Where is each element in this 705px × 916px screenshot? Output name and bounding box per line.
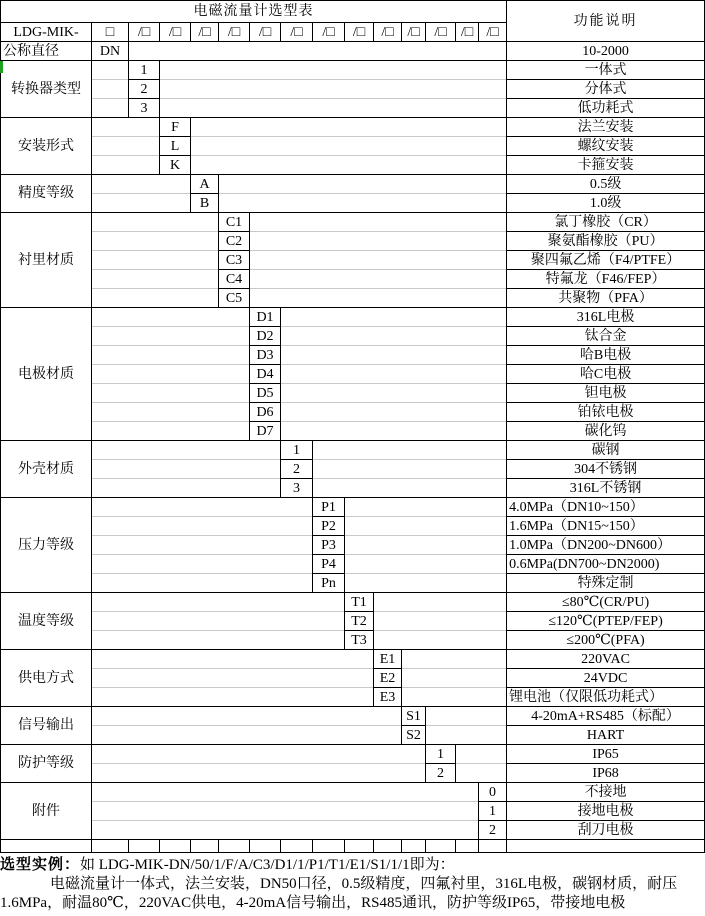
option-desc: 哈B电极 xyxy=(507,346,705,365)
option-desc: 哈C电极 xyxy=(507,365,705,384)
spacer-cell xyxy=(507,840,705,853)
option-desc: 碳钢 xyxy=(507,441,705,460)
option-code: P4 xyxy=(313,555,345,574)
empty-gap xyxy=(281,308,507,441)
section-name: 信号输出 xyxy=(1,707,92,745)
section-name: 附件 xyxy=(1,783,92,840)
table-title: 电磁流量计选型表 xyxy=(1,1,507,23)
option-code: S1 xyxy=(402,707,426,726)
option-desc: 卡箍安装 xyxy=(507,156,705,175)
option-desc: 0.5级 xyxy=(507,175,705,194)
section-name: 压力等级 xyxy=(1,498,92,593)
option-code: D1 xyxy=(250,308,281,327)
section-name-diameter: 公称直径 xyxy=(1,42,92,61)
option-desc: 刮刀电极 xyxy=(507,821,705,840)
option-desc: 0.6MPa(DN700~DN2000) xyxy=(507,555,705,574)
slash-code-box: /□ xyxy=(160,23,191,42)
empty-gap xyxy=(374,593,507,650)
option-code: D3 xyxy=(250,346,281,365)
slash-code-box: /□ xyxy=(281,23,313,42)
empty-gap xyxy=(92,61,129,118)
example-line-2: 电磁流量计一体式，法兰安装，DN50口径，0.5级精度，四氟衬里，316L电极，碳钢材质，耐压 xyxy=(50,876,678,892)
option-code: C1 xyxy=(219,213,250,232)
spacer-cell xyxy=(313,840,345,853)
option-code: C5 xyxy=(219,289,250,308)
spacer-cell xyxy=(345,840,374,853)
spacer-cell xyxy=(456,840,479,853)
option-code: D2 xyxy=(250,327,281,346)
section-name: 外壳材质 xyxy=(1,441,92,498)
code-box: □ xyxy=(92,23,129,42)
option-code: P2 xyxy=(313,517,345,536)
option-desc: 1.0MPa（DN200~DN600） xyxy=(507,536,705,555)
empty-gap xyxy=(129,42,507,61)
slash-code-box: /□ xyxy=(219,23,250,42)
empty-gap xyxy=(191,118,507,175)
slash-code-box: /□ xyxy=(374,23,402,42)
option-desc: 220VAC xyxy=(507,650,705,669)
option-code: S2 xyxy=(402,726,426,745)
slash-code-box: /□ xyxy=(191,23,219,42)
option-code: 2 xyxy=(281,460,313,479)
empty-gap xyxy=(92,213,219,308)
option-desc: 特氟龙（F46/FEP） xyxy=(507,270,705,289)
option-code: E3 xyxy=(374,688,402,707)
option-desc: 共聚物（PFA） xyxy=(507,289,705,308)
option-code: D4 xyxy=(250,365,281,384)
spacer-cell xyxy=(374,840,402,853)
option-code: P1 xyxy=(313,498,345,517)
option-code: D7 xyxy=(250,422,281,441)
option-code: C2 xyxy=(219,232,250,251)
section-name: 电极材质 xyxy=(1,308,92,441)
spacer-cell xyxy=(129,840,160,853)
selection-example xyxy=(0,853,703,913)
option-code: DN xyxy=(92,42,129,61)
option-code: F xyxy=(160,118,191,137)
section-name: 供电方式 xyxy=(1,650,92,707)
slash-code-box: /□ xyxy=(402,23,426,42)
empty-gap xyxy=(92,745,426,783)
option-desc: 一体式 xyxy=(507,61,705,80)
option-code: T3 xyxy=(345,631,374,650)
option-code: P3 xyxy=(313,536,345,555)
option-desc: ≤80℃(CR/PU) xyxy=(507,593,705,612)
option-desc: 锂电池（仅限低功耗式） xyxy=(507,688,705,707)
option-desc: 聚氨酯橡胶（PU） xyxy=(507,232,705,251)
option-desc: 24VDC xyxy=(507,669,705,688)
option-desc: HART xyxy=(507,726,705,745)
section-name: 衬里材质 xyxy=(1,213,92,308)
empty-gap xyxy=(92,118,160,175)
empty-gap xyxy=(219,175,507,213)
spacer-cell xyxy=(402,840,426,853)
option-desc: 分体式 xyxy=(507,80,705,99)
option-code: L xyxy=(160,137,191,156)
empty-gap xyxy=(456,745,507,783)
option-code: 1 xyxy=(281,441,313,460)
option-code: T1 xyxy=(345,593,374,612)
option-code: A xyxy=(191,175,219,194)
option-code: D6 xyxy=(250,403,281,422)
option-code: Pn xyxy=(313,574,345,593)
option-desc: 低功耗式 xyxy=(507,99,705,118)
option-desc: 法兰安装 xyxy=(507,118,705,137)
option-code: T2 xyxy=(345,612,374,631)
option-desc: 铂铱电极 xyxy=(507,403,705,422)
option-desc: 接地电极 xyxy=(507,802,705,821)
empty-gap xyxy=(92,707,402,745)
option-code: E1 xyxy=(374,650,402,669)
empty-gap xyxy=(92,175,191,213)
option-code: 3 xyxy=(281,479,313,498)
example-model-string: 如 LDG-MIK-DN/50/1/F/A/C3/D1/1/P1/T1/E1/S1/1/1即为： xyxy=(80,857,455,873)
empty-gap xyxy=(92,593,345,650)
spacer-cell xyxy=(281,840,313,853)
spacer-cell xyxy=(219,840,250,853)
section-name: 安装形式 xyxy=(1,118,92,175)
section-name: 温度等级 xyxy=(1,593,92,650)
spacer-cell xyxy=(479,840,507,853)
option-code: D5 xyxy=(250,384,281,403)
option-desc: 10-2000 xyxy=(507,42,705,61)
spacer-cell xyxy=(250,840,281,853)
section-name: 防护等级 xyxy=(1,745,92,783)
option-desc: 聚四氟乙烯（F4/PTFE） xyxy=(507,251,705,270)
empty-gap xyxy=(426,707,507,745)
empty-gap xyxy=(313,441,507,498)
spacer-cell xyxy=(1,840,92,853)
slash-code-box: /□ xyxy=(479,23,507,42)
empty-gap xyxy=(250,213,507,308)
empty-gap xyxy=(160,61,507,118)
option-code: 0 xyxy=(479,783,507,802)
option-desc: 316L不锈钢 xyxy=(507,479,705,498)
empty-gap xyxy=(92,498,313,593)
slash-code-box: /□ xyxy=(456,23,479,42)
option-code: 2 xyxy=(426,764,456,783)
spacer-cell xyxy=(191,840,219,853)
option-desc: 1.0级 xyxy=(507,194,705,213)
option-code: 1 xyxy=(479,802,507,821)
function-description-header: 功能说明 xyxy=(507,1,705,42)
option-desc: ≤200℃(PFA) xyxy=(507,631,705,650)
section-name: 转换器类型 xyxy=(1,61,92,118)
spacer-cell xyxy=(92,840,129,853)
option-desc: 1.6MPa（DN15~150） xyxy=(507,517,705,536)
model-prefix: LDG-MIK- xyxy=(1,23,92,42)
option-desc: 4-20mA+RS485（标配） xyxy=(507,707,705,726)
option-desc: 316L电极 xyxy=(507,308,705,327)
option-code: 2 xyxy=(479,821,507,840)
option-code: 1 xyxy=(129,61,160,80)
option-desc: 304不锈钢 xyxy=(507,460,705,479)
option-desc: 碳化钨 xyxy=(507,422,705,441)
green-artifact-marker xyxy=(0,61,3,73)
spacer-cell xyxy=(160,840,191,853)
example-line-1 xyxy=(0,856,703,875)
option-desc: 特殊定制 xyxy=(507,574,705,593)
slash-code-box: /□ xyxy=(129,23,160,42)
option-desc: ≤120℃(PTEP/FEP) xyxy=(507,612,705,631)
example-label: 选型实例： xyxy=(0,857,81,873)
option-code: K xyxy=(160,156,191,175)
option-code: 2 xyxy=(129,80,160,99)
option-code: 1 xyxy=(426,745,456,764)
empty-gap xyxy=(92,308,250,441)
option-desc: 螺纹安装 xyxy=(507,137,705,156)
slash-code-box: /□ xyxy=(313,23,345,42)
slash-code-box: /□ xyxy=(250,23,281,42)
empty-gap xyxy=(92,650,374,707)
option-desc: 钛合金 xyxy=(507,327,705,346)
option-code: C4 xyxy=(219,270,250,289)
section-name: 精度等级 xyxy=(1,175,92,213)
option-code: B xyxy=(191,194,219,213)
slash-code-box: /□ xyxy=(345,23,374,42)
empty-gap xyxy=(92,783,479,840)
option-desc: 钽电极 xyxy=(507,384,705,403)
option-desc: 氯丁橡胶（CR） xyxy=(507,213,705,232)
slash-code-box: /□ xyxy=(426,23,456,42)
option-code: 3 xyxy=(129,99,160,118)
option-desc: IP65 xyxy=(507,745,705,764)
option-desc: IP68 xyxy=(507,764,705,783)
option-code: E2 xyxy=(374,669,402,688)
empty-gap xyxy=(402,650,507,707)
spacer-cell xyxy=(426,840,456,853)
option-desc: 4.0MPa（DN10~150） xyxy=(507,498,705,517)
empty-gap xyxy=(345,498,507,593)
option-code: C3 xyxy=(219,251,250,270)
example-line-3: 1.6MPa，耐温80℃，220VAC供电，4-20mA信号输出，RS485通讯，防护等级IP65，带接地电极 xyxy=(0,895,626,911)
option-desc: 不接地 xyxy=(507,783,705,802)
empty-gap xyxy=(92,441,281,498)
